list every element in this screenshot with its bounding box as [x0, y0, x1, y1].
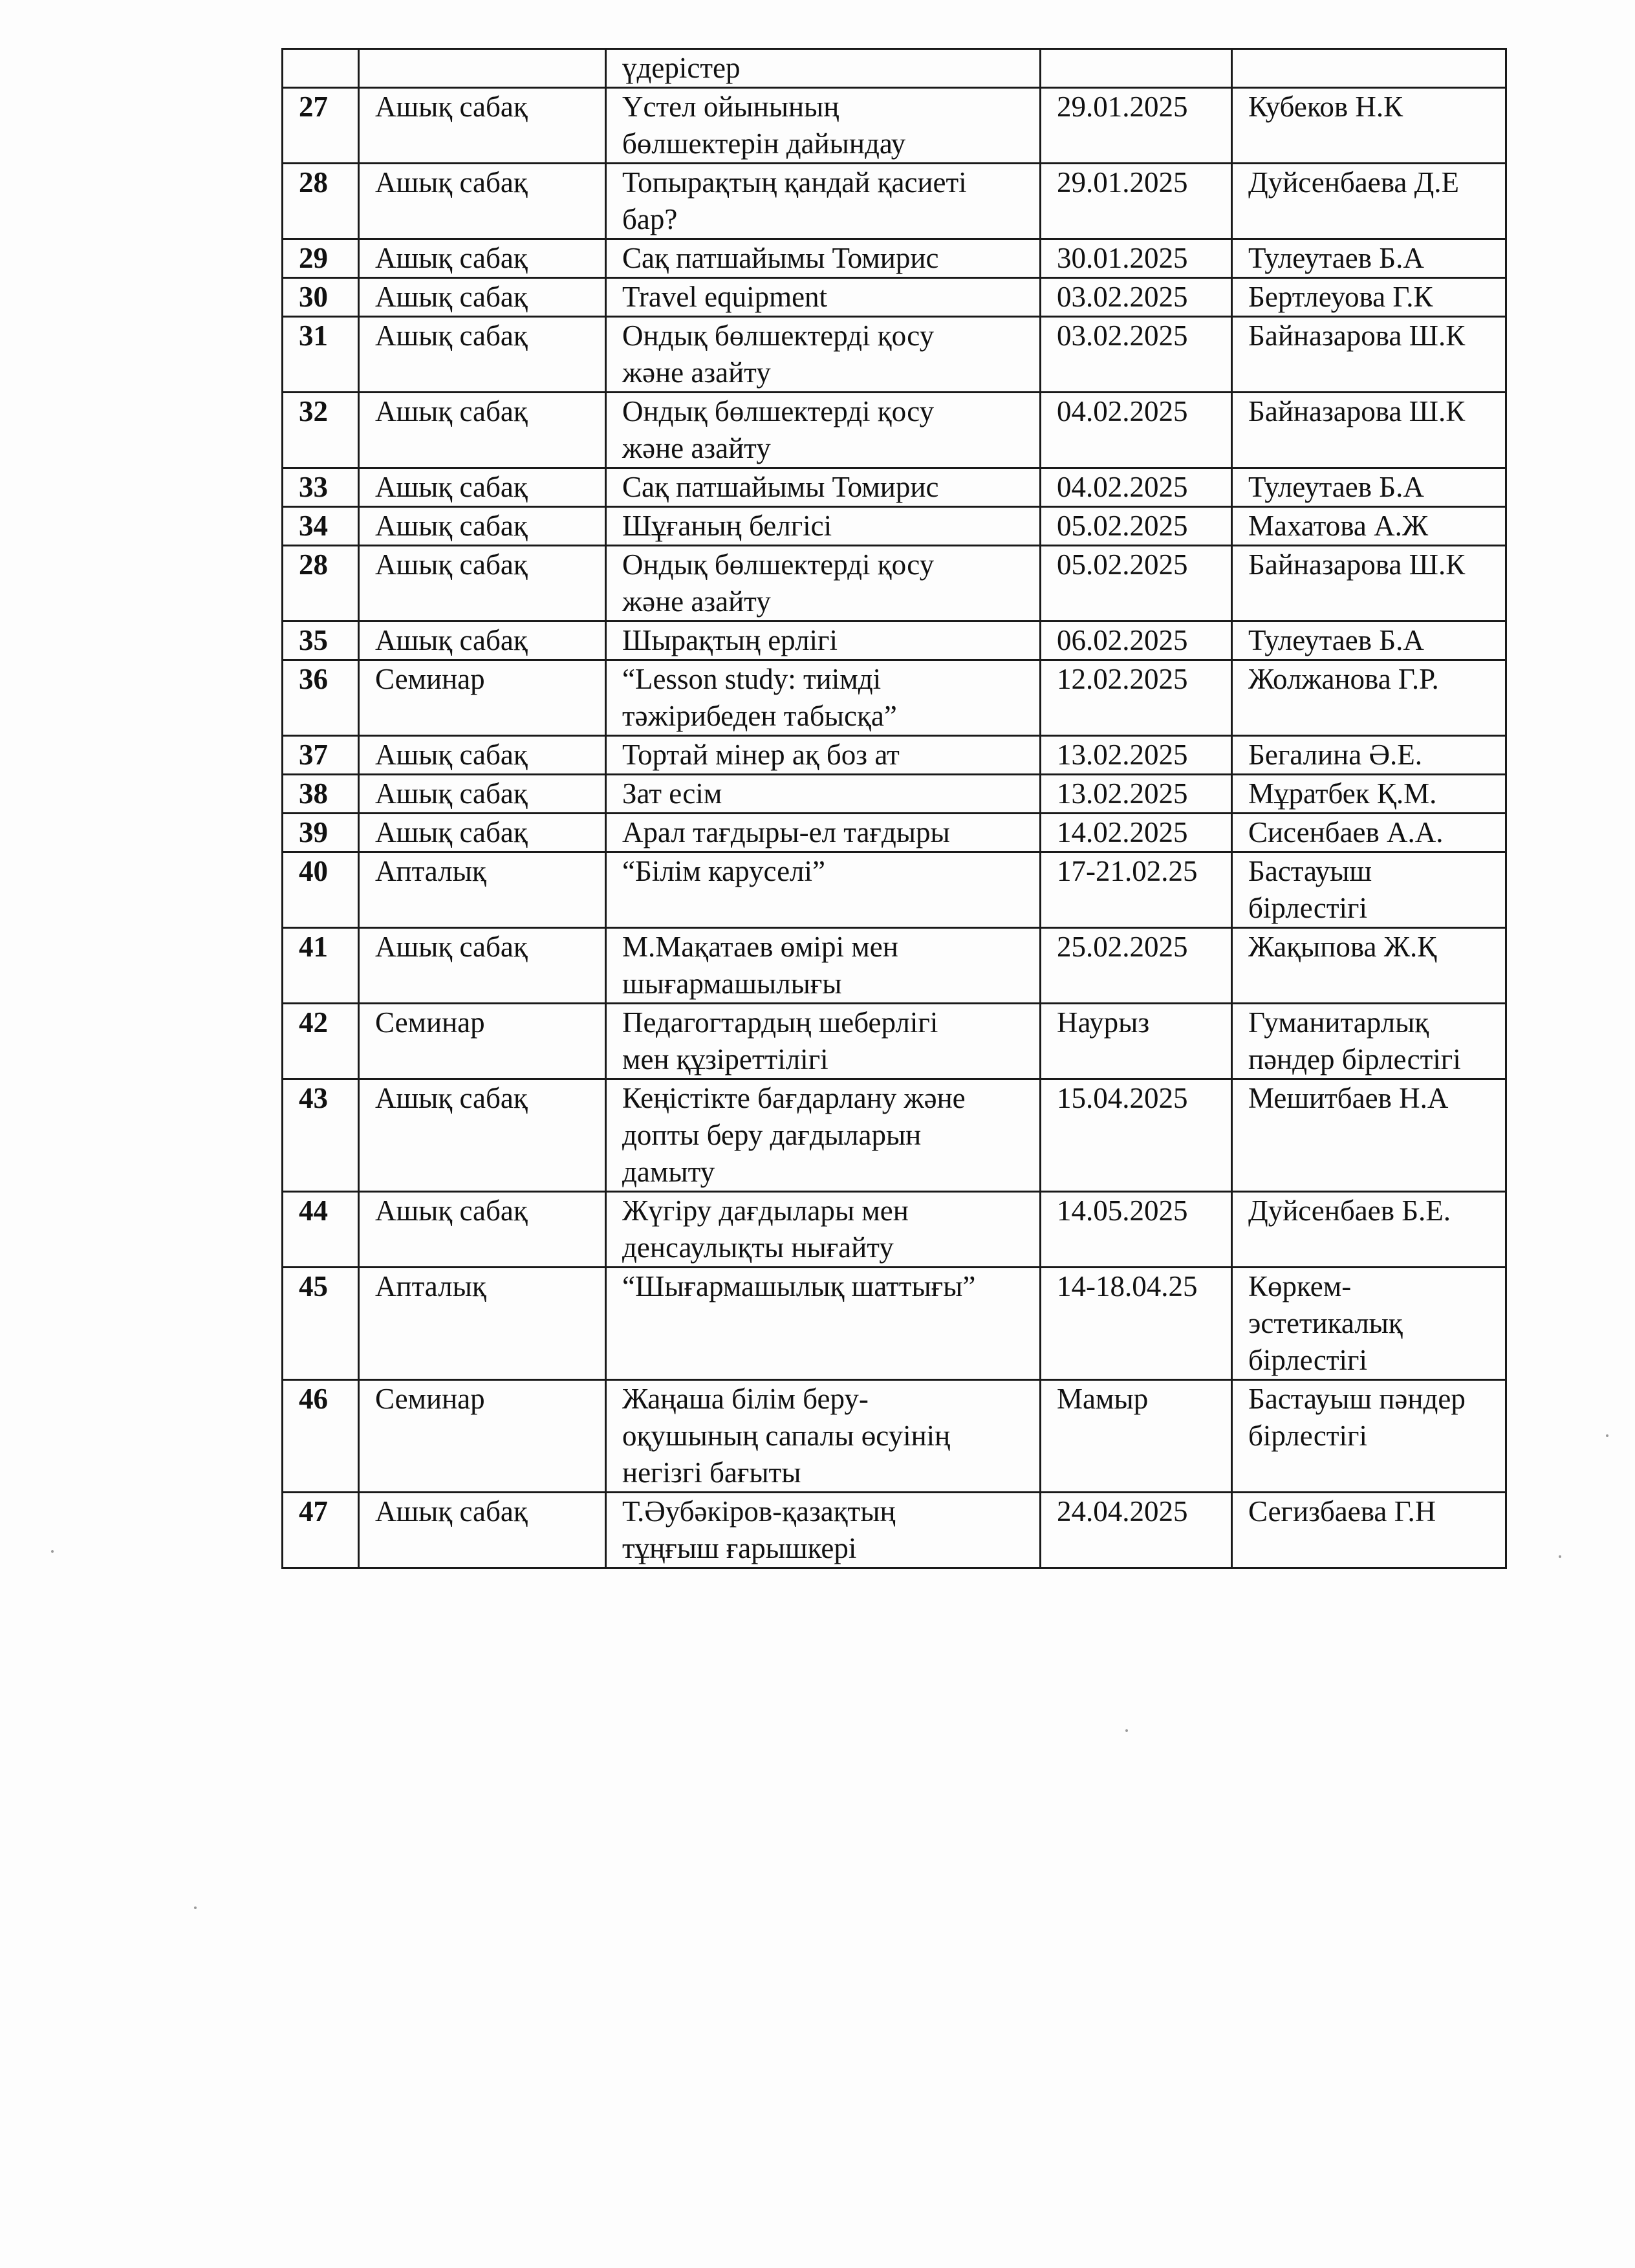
event-date-cell: 05.02.2025	[1041, 507, 1232, 546]
row-number-cell: 36	[283, 660, 359, 736]
responsible-cell-line: эстетикалық	[1248, 1307, 1403, 1339]
event-topic-cell	[606, 775, 1041, 814]
event-topic-cell	[606, 1380, 1041, 1493]
row-number-cell: 46	[283, 1380, 359, 1493]
row-number-cell: 38	[283, 775, 359, 814]
row-number-cell: 28	[283, 546, 359, 621]
responsible-cell	[1232, 278, 1506, 317]
event-date-cell: 12.02.2025	[1041, 660, 1232, 736]
responsible-cell-line: Жолжанова Г.Р.	[1248, 663, 1439, 695]
responsible-cell	[1232, 1268, 1506, 1380]
event-type-cell: Ашық сабақ	[359, 239, 606, 278]
event-date-cell: 04.02.2025	[1041, 468, 1232, 507]
event-topic-cell	[606, 1079, 1041, 1192]
responsible-cell	[1232, 1192, 1506, 1268]
event-topic-cell-line: Жүгіру дағдылары мен	[622, 1194, 909, 1227]
event-topic-cell-line: бөлшектерін дайындау	[622, 127, 906, 160]
table-row	[283, 507, 1506, 546]
event-date-cell: 17-21.02.25	[1041, 852, 1232, 928]
event-date-cell: 29.01.2025	[1041, 164, 1232, 239]
table-row	[283, 1192, 1506, 1268]
event-topic-cell-line: Педагогтардың шеберлігі	[622, 1006, 938, 1039]
event-date-cell: 04.02.2025	[1041, 393, 1232, 468]
responsible-cell-line: Сегизбаева Г.Н	[1248, 1495, 1436, 1528]
row-number-cell: 43	[283, 1079, 359, 1192]
event-topic-cell	[606, 164, 1041, 239]
event-topic-cell-line: Шұғаның белгісі	[622, 510, 832, 542]
event-date-cell: 29.01.2025	[1041, 88, 1232, 164]
event-topic-cell	[606, 1004, 1041, 1079]
event-topic-cell	[606, 317, 1041, 393]
event-type-cell: Ашық сабақ	[359, 621, 606, 660]
events-table-body	[283, 49, 1506, 1568]
table-row	[283, 1268, 1506, 1380]
table-row	[283, 468, 1506, 507]
scan-speck	[51, 1550, 54, 1553]
event-topic-cell-line: Кеңістікте бағдарлану және	[622, 1082, 966, 1114]
table-row	[283, 546, 1506, 621]
event-topic-cell-line: Ондық бөлшектерді қосу	[622, 395, 935, 427]
event-date-cell: 25.02.2025	[1041, 928, 1232, 1004]
row-number-cell: 35	[283, 621, 359, 660]
event-type-cell: Семинар	[359, 1004, 606, 1079]
event-topic-cell	[606, 393, 1041, 468]
event-topic-cell	[606, 507, 1041, 546]
responsible-cell-line: Бастауыш пәндер	[1248, 1383, 1466, 1415]
event-type-cell: Ашық сабақ	[359, 546, 606, 621]
event-topic-cell	[606, 278, 1041, 317]
row-number-cell: 44	[283, 1192, 359, 1268]
row-number-cell: 34	[283, 507, 359, 546]
event-topic-cell-line: Travel equipment	[622, 281, 828, 313]
responsible-cell-line: Дуйсенбаев Б.Е.	[1248, 1194, 1451, 1227]
event-topic-cell-line: Зат есім	[622, 777, 722, 810]
responsible-cell	[1232, 660, 1506, 736]
event-type-cell: Ашық сабақ	[359, 468, 606, 507]
event-topic-cell	[606, 546, 1041, 621]
event-topic-cell-line: тұңғыш ғарышкері	[622, 1532, 857, 1564]
event-topic-cell-line: “Lesson study: тиімді	[622, 663, 882, 695]
event-date-cell: 14.05.2025	[1041, 1192, 1232, 1268]
event-type-cell: Ашық сабақ	[359, 1079, 606, 1192]
event-topic-cell	[606, 1493, 1041, 1568]
table-row	[283, 852, 1506, 928]
responsible-cell	[1232, 736, 1506, 775]
table-row	[283, 1380, 1506, 1493]
event-topic-cell	[606, 1268, 1041, 1380]
event-topic-cell	[606, 239, 1041, 278]
event-topic-cell-line: бар?	[622, 203, 678, 235]
responsible-cell-line: Бертлеуова Г.К	[1248, 281, 1433, 313]
responsible-cell	[1232, 814, 1506, 852]
event-topic-cell	[606, 814, 1041, 852]
event-type-cell	[359, 49, 606, 88]
event-type-cell: Семинар	[359, 1380, 606, 1493]
event-type-cell: Ашық сабақ	[359, 1192, 606, 1268]
row-number-cell	[283, 49, 359, 88]
table-row	[283, 660, 1506, 736]
event-date-cell: 30.01.2025	[1041, 239, 1232, 278]
event-date-cell: 03.02.2025	[1041, 278, 1232, 317]
responsible-cell	[1232, 1493, 1506, 1568]
responsible-cell-line: Сисенбаев А.А.	[1248, 816, 1444, 848]
event-type-cell: Семинар	[359, 660, 606, 736]
event-type-cell: Ашық сабақ	[359, 1493, 606, 1568]
responsible-cell-line: Жақыпова Ж.Қ	[1248, 931, 1437, 963]
event-topic-cell-line: Ондық бөлшектерді қосу	[622, 319, 935, 352]
table-row	[283, 239, 1506, 278]
event-date-cell: 14.02.2025	[1041, 814, 1232, 852]
event-topic-cell-line: М.Мақатаев өмірі мен	[622, 931, 898, 963]
responsible-cell-line: Дуйсенбаева Д.Е	[1248, 166, 1460, 199]
table-row	[283, 317, 1506, 393]
row-number-cell: 39	[283, 814, 359, 852]
event-topic-cell-line: мен құзіреттілігі	[622, 1043, 828, 1075]
row-number-cell: 37	[283, 736, 359, 775]
responsible-cell-line: Гуманитарлық	[1248, 1006, 1429, 1039]
row-number-cell: 40	[283, 852, 359, 928]
event-type-cell: Ашық сабақ	[359, 507, 606, 546]
event-type-cell: Ашық сабақ	[359, 928, 606, 1004]
event-topic-cell-line: негізгі бағыты	[622, 1456, 801, 1489]
responsible-cell-line: бірлестігі	[1248, 1420, 1367, 1452]
event-topic-cell-line: және азайту	[622, 585, 771, 618]
responsible-cell	[1232, 928, 1506, 1004]
event-type-cell: Ашық сабақ	[359, 88, 606, 164]
event-topic-cell-line: денсаулықты нығайту	[622, 1231, 894, 1264]
event-date-cell: 14-18.04.25	[1041, 1268, 1232, 1380]
responsible-cell-line: Тулеутаев Б.А	[1248, 471, 1424, 503]
table-row	[283, 928, 1506, 1004]
event-topic-cell-line: “Білім каруселі”	[622, 855, 825, 887]
responsible-cell-line: пәндер бірлестігі	[1248, 1043, 1461, 1075]
table-row	[283, 621, 1506, 660]
row-number-cell: 28	[283, 164, 359, 239]
responsible-cell-line: Мешитбаев Н.А	[1248, 1082, 1449, 1114]
responsible-cell	[1232, 468, 1506, 507]
table-row	[283, 393, 1506, 468]
responsible-cell	[1232, 49, 1506, 88]
event-date-cell: 13.02.2025	[1041, 736, 1232, 775]
row-number-cell: 27	[283, 88, 359, 164]
table-row	[283, 736, 1506, 775]
scan-speck	[1606, 1434, 1608, 1437]
row-number-cell: 45	[283, 1268, 359, 1380]
event-type-cell: Ашық сабақ	[359, 278, 606, 317]
responsible-cell	[1232, 317, 1506, 393]
event-topic-cell	[606, 49, 1041, 88]
event-topic-cell-line: тәжірибеден табысқа”	[622, 700, 897, 732]
event-date-cell	[1041, 49, 1232, 88]
responsible-cell-line: Байназарова Ш.К	[1248, 319, 1466, 352]
event-type-cell: Ашық сабақ	[359, 814, 606, 852]
event-topic-cell-line: Шырақтың ерлігі	[622, 624, 838, 656]
event-date-cell: 06.02.2025	[1041, 621, 1232, 660]
responsible-cell	[1232, 239, 1506, 278]
table-row	[283, 49, 1506, 88]
row-number-cell: 42	[283, 1004, 359, 1079]
event-type-cell: Ашық сабақ	[359, 164, 606, 239]
row-number-cell: 33	[283, 468, 359, 507]
scan-speck	[1125, 1729, 1128, 1732]
row-number-cell: 31	[283, 317, 359, 393]
responsible-cell	[1232, 1380, 1506, 1493]
event-topic-cell-line: Топырақтың қандай қасиеті	[622, 166, 967, 199]
table-row	[283, 278, 1506, 317]
responsible-cell	[1232, 1004, 1506, 1079]
responsible-cell	[1232, 1079, 1506, 1192]
row-number-cell: 30	[283, 278, 359, 317]
event-type-cell: Апталық	[359, 852, 606, 928]
responsible-cell	[1232, 546, 1506, 621]
event-type-cell: Ашық сабақ	[359, 317, 606, 393]
event-topic-cell-line: және азайту	[622, 356, 771, 389]
responsible-cell-line: Тулеутаев Б.А	[1248, 242, 1424, 274]
responsible-cell	[1232, 88, 1506, 164]
event-type-cell: Апталық	[359, 1268, 606, 1380]
responsible-cell-line: бірлестігі	[1248, 1344, 1367, 1376]
events-table	[281, 48, 1507, 1569]
responsible-cell-line: Бегалина Ә.Е.	[1248, 739, 1422, 771]
table-row	[283, 1079, 1506, 1192]
responsible-cell	[1232, 507, 1506, 546]
event-topic-cell-line: оқушының сапалы өсуінің	[622, 1420, 951, 1452]
table-row	[283, 164, 1506, 239]
table-row	[283, 814, 1506, 852]
event-type-cell: Ашық сабақ	[359, 775, 606, 814]
event-topic-cell-line: Үстел ойынының	[622, 91, 839, 123]
table-row	[283, 775, 1506, 814]
event-topic-cell	[606, 621, 1041, 660]
event-topic-cell-line: Тортай мінер ақ боз ат	[622, 739, 900, 771]
responsible-cell-line: Байназарова Ш.К	[1248, 548, 1466, 581]
event-topic-cell-line: дамыту	[622, 1156, 715, 1188]
responsible-cell	[1232, 775, 1506, 814]
scan-speck	[194, 1906, 197, 1909]
event-topic-cell-line: допты беру дағдыларын	[622, 1119, 922, 1151]
responsible-cell-line: Махатова А.Ж	[1248, 510, 1429, 542]
row-number-cell: 29	[283, 239, 359, 278]
table-row	[283, 1004, 1506, 1079]
event-topic-cell-line: Т.Әубәкіров-қазақтың	[622, 1495, 896, 1528]
event-topic-cell-line: Жаңаша білім беру-	[622, 1383, 869, 1415]
event-topic-cell-line: және азайту	[622, 432, 771, 464]
event-date-cell: 15.04.2025	[1041, 1079, 1232, 1192]
table-row	[283, 88, 1506, 164]
event-topic-cell-line: Ондық бөлшектерді қосу	[622, 548, 935, 581]
event-topic-cell	[606, 468, 1041, 507]
event-topic-cell-line: Сақ патшайымы Томирис	[622, 242, 939, 274]
event-topic-cell-line: Сақ патшайымы Томирис	[622, 471, 939, 503]
responsible-cell-line: Кубеков Н.К	[1248, 91, 1403, 123]
event-topic-cell	[606, 88, 1041, 164]
responsible-cell-line: Байназарова Ш.К	[1248, 395, 1466, 427]
responsible-cell	[1232, 393, 1506, 468]
responsible-cell-line: бірлестігі	[1248, 892, 1367, 924]
event-topic-cell-line: Арал тағдыры-ел тағдыры	[622, 816, 950, 848]
event-date-cell: 05.02.2025	[1041, 546, 1232, 621]
responsible-cell-line: Мұратбек Қ.М.	[1248, 777, 1437, 810]
event-type-cell: Ашық сабақ	[359, 736, 606, 775]
responsible-cell	[1232, 164, 1506, 239]
responsible-cell	[1232, 621, 1506, 660]
event-topic-cell	[606, 1192, 1041, 1268]
responsible-cell-line: Көркем-	[1248, 1270, 1352, 1302]
event-topic-cell	[606, 736, 1041, 775]
event-topic-cell	[606, 928, 1041, 1004]
event-type-cell: Ашық сабақ	[359, 393, 606, 468]
event-date-cell: Наурыз	[1041, 1004, 1232, 1079]
responsible-cell-line: Бастауыш	[1248, 855, 1372, 887]
table-row	[283, 1493, 1506, 1568]
event-topic-cell-line: үдерістер	[622, 52, 741, 84]
row-number-cell: 47	[283, 1493, 359, 1568]
event-topic-cell-line: шығармашылығы	[622, 967, 842, 1000]
event-date-cell: 24.04.2025	[1041, 1493, 1232, 1568]
scan-speck	[1559, 1555, 1561, 1558]
responsible-cell-line: Тулеутаев Б.А	[1248, 624, 1424, 656]
event-topic-cell	[606, 852, 1041, 928]
responsible-cell	[1232, 852, 1506, 928]
row-number-cell: 32	[283, 393, 359, 468]
row-number-cell: 41	[283, 928, 359, 1004]
event-date-cell: 13.02.2025	[1041, 775, 1232, 814]
event-topic-cell-line: “Шығармашылық шаттығы”	[622, 1270, 976, 1302]
event-topic-cell	[606, 660, 1041, 736]
event-date-cell: 03.02.2025	[1041, 317, 1232, 393]
event-date-cell: Мамыр	[1041, 1380, 1232, 1493]
